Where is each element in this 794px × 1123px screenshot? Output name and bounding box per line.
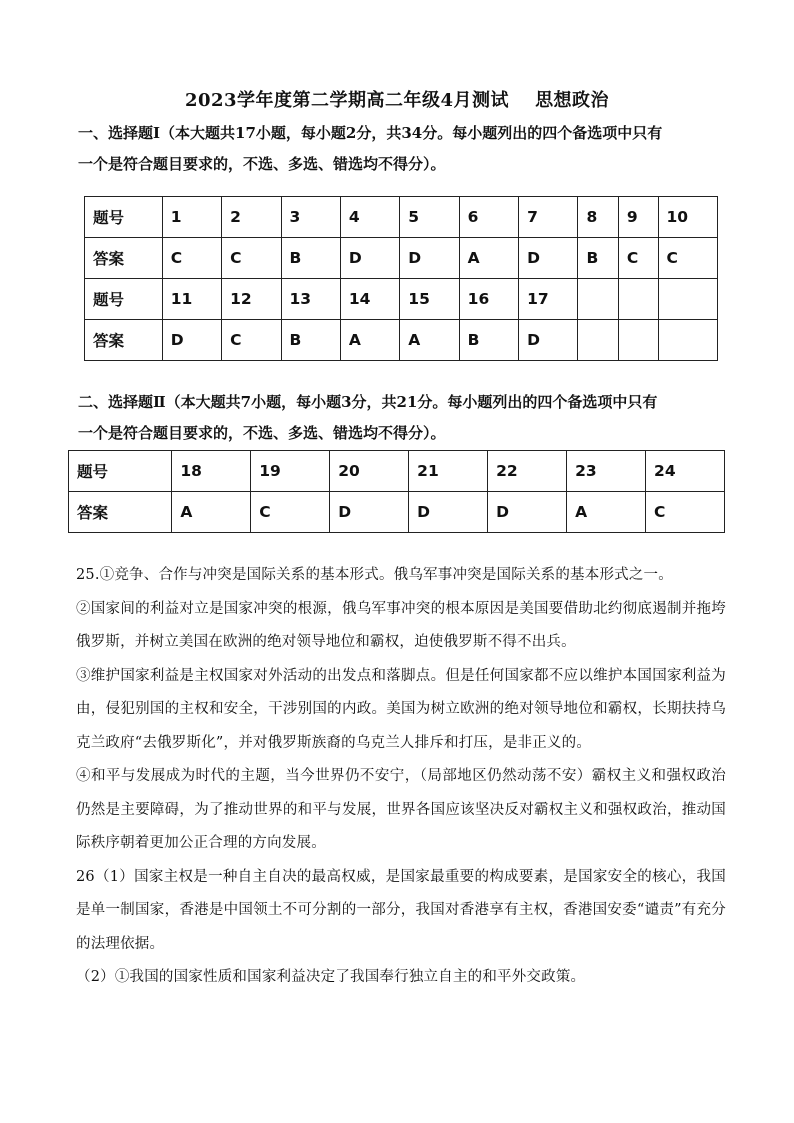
q25-paragraph-2: ②国家间的利益对立是国家冲突的根源，俄乌军事冲突的根本原因是美国要借助北约彻底遏制并拖垮俄罗斯，并树立美国在欧洲的绝对领导地位和霸权，迫使俄罗斯不得不出兵。 <box>76 600 726 650</box>
table-cell: D <box>340 238 399 279</box>
table-cell <box>578 320 618 361</box>
table-cell: 1 <box>162 197 221 238</box>
table-row <box>69 451 725 492</box>
table-cell: 6 <box>459 197 518 238</box>
table-cell: A <box>400 320 459 361</box>
q25-paragraph-3: ③维护国家利益是主权国家对外活动的出发点和落脚点。但是任何国家都不应以维护本国国家利益为由，侵犯别国的主权和安全，干涉别国的内政。美国为树立欧洲的绝对领导地位和霸权，长期扶持乌克兰政府“去俄罗斯化”，并对俄罗斯族裔的乌克兰人排斥和打压，是非正义的。 <box>76 667 726 751</box>
table-cell: 9 <box>618 197 658 238</box>
table-row <box>85 238 718 279</box>
row-header-cell: 答案 <box>69 492 172 533</box>
table-cell: 8 <box>578 197 618 238</box>
table-cell <box>618 320 658 361</box>
table-row <box>85 279 718 320</box>
table-cell: 16 <box>459 279 518 320</box>
section2-heading-line1: 二、选择题Ⅱ（本大题共7小题，每小题3分，共21分。每小题列出的四个备选项中只有 <box>78 393 658 411</box>
table-cell <box>658 279 717 320</box>
table-cell: C <box>222 320 281 361</box>
table-row <box>69 492 725 533</box>
answer-table-2 <box>68 450 725 533</box>
table-cell: B <box>578 238 618 279</box>
section1-heading-line1: 一、选择题Ⅰ（本大题共17小题，每小题2分，共34分。每小题列出的四个备选项中只有 <box>78 124 663 142</box>
q26-paragraph-1: 26（1）国家主权是一种自主自决的最高权威，是国家最重要的构成要素，是国家安全的核心，我国是单一制国家，香港是中国领土不可分割的一部分，我国对香港享有主权，香港国安委“谴责”有充分的法理依据。 <box>76 868 726 952</box>
table-cell: C <box>251 492 330 533</box>
table-cell: 10 <box>658 197 717 238</box>
table-row <box>85 197 718 238</box>
section1-heading-line2: 一个是符合题目要求的，不选、多选、错选均不得分）。 <box>78 155 446 173</box>
table-cell: C <box>162 238 221 279</box>
table-cell: 5 <box>400 197 459 238</box>
row-header-cell: 答案 <box>85 238 163 279</box>
table-cell: A <box>567 492 646 533</box>
table-cell: 17 <box>519 279 578 320</box>
table-cell: 11 <box>162 279 221 320</box>
table-cell: D <box>519 238 578 279</box>
table-cell: 22 <box>488 451 567 492</box>
page-title <box>0 86 794 112</box>
row-header-cell: 题号 <box>85 279 163 320</box>
table-cell: D <box>488 492 567 533</box>
table-cell <box>578 279 618 320</box>
table-cell: 23 <box>567 451 646 492</box>
table-cell: A <box>172 492 251 533</box>
title-main: 2023学年度第二学期高二年级4月测试 <box>184 90 510 111</box>
table-row <box>85 320 718 361</box>
table-cell: 20 <box>330 451 409 492</box>
table-cell: D <box>519 320 578 361</box>
section2-heading <box>78 387 738 449</box>
answer-table-1 <box>84 196 718 361</box>
table-cell <box>658 320 717 361</box>
table-cell: B <box>281 238 340 279</box>
table-cell: 14 <box>340 279 399 320</box>
q25-paragraph-4: ④和平与发展成为时代的主题，当今世界仍不安宁，（局部地区仍然动荡不安）霸权主义和强权政治仍然是主要障碍，为了推动世界的和平与发展，世界各国应该坚决反对霸权主义和强权政治，推动国际秩序朝着更加公正合理的方向发展。 <box>76 768 726 851</box>
section2-heading-line2: 一个是符合题目要求的，不选、多选、错选均不得分）。 <box>78 424 446 442</box>
table-cell: 15 <box>400 279 459 320</box>
q25-paragraph-1: 25.①竞争、合作与冲突是国际关系的基本形式。俄乌军事冲突是国际关系的基本形式之一。 <box>76 567 673 583</box>
table-cell: 4 <box>340 197 399 238</box>
table-cell: 2 <box>222 197 281 238</box>
table-cell: 7 <box>519 197 578 238</box>
table-cell: C <box>658 238 717 279</box>
table-cell: 19 <box>251 451 330 492</box>
answer-25 <box>76 559 726 995</box>
table-cell: A <box>340 320 399 361</box>
table-cell: 12 <box>222 279 281 320</box>
table-cell: 21 <box>409 451 488 492</box>
table-cell: C <box>646 492 725 533</box>
table-cell: 3 <box>281 197 340 238</box>
table-cell: 13 <box>281 279 340 320</box>
table-cell <box>618 279 658 320</box>
table-cell: D <box>162 320 221 361</box>
table-cell: 24 <box>646 451 725 492</box>
table-cell: B <box>281 320 340 361</box>
table-cell: C <box>222 238 281 279</box>
table-cell: 18 <box>172 451 251 492</box>
table-cell: C <box>618 238 658 279</box>
table-cell: D <box>330 492 409 533</box>
row-header-cell: 答案 <box>85 320 163 361</box>
row-header-cell: 题号 <box>69 451 172 492</box>
table-cell: B <box>459 320 518 361</box>
table-cell: A <box>459 238 518 279</box>
row-header-cell: 题号 <box>85 197 163 238</box>
section1-heading <box>78 118 738 180</box>
q26-paragraph-2: （2）①我国的国家性质和国家利益决定了我国奉行独立自主的和平外交政策。 <box>76 969 586 985</box>
title-subject: 思想政治 <box>535 90 610 111</box>
table-cell: D <box>409 492 488 533</box>
table-cell: D <box>400 238 459 279</box>
